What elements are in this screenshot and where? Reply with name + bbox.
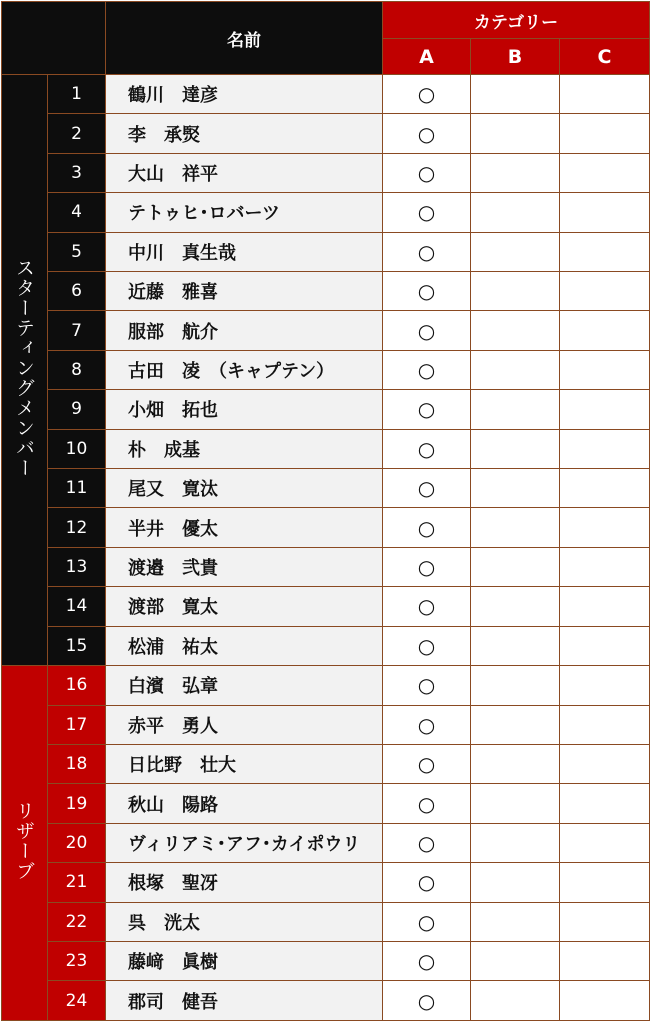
category-a-mark: ○ [383, 902, 471, 941]
player-name: 李 承㷂 [106, 114, 383, 153]
category-a-mark: ○ [383, 823, 471, 862]
player-name: 小畑 拓也 [106, 390, 383, 429]
category-c-mark [560, 823, 650, 862]
category-b-mark [471, 705, 560, 744]
player-row [2, 626, 650, 665]
roster-body [2, 75, 650, 1021]
category-a-mark: ○ [383, 311, 471, 350]
player-number: 7 [48, 311, 106, 350]
player-name: 郡司 健吾 [106, 981, 383, 1021]
category-c-mark [560, 902, 650, 941]
player-name: テトゥヒ･ロバーツ [106, 193, 383, 232]
player-row [2, 311, 650, 350]
player-number: 2 [48, 114, 106, 153]
player-row [2, 469, 650, 508]
player-number: 21 [48, 863, 106, 902]
category-header: カテゴリー [383, 2, 650, 39]
category-b-mark [471, 823, 560, 862]
player-name: 古田 凌 （キャプテン） [106, 350, 383, 389]
player-row [2, 981, 650, 1021]
category-b-mark [471, 429, 560, 468]
player-name: 根塚 聖冴 [106, 863, 383, 902]
category-a-mark: ○ [383, 272, 471, 311]
category-a-mark: ○ [383, 626, 471, 665]
category-b-mark [471, 547, 560, 586]
category-c-mark [560, 75, 650, 114]
category-b-mark [471, 350, 560, 389]
player-number: 14 [48, 587, 106, 626]
roster-table [1, 1, 650, 1021]
header-corner [2, 2, 106, 75]
group-label: リザーブ [13, 801, 35, 882]
player-row [2, 823, 650, 862]
player-number: 17 [48, 705, 106, 744]
category-c-mark [560, 232, 650, 271]
category-b-mark [471, 981, 560, 1021]
category-a-mark: ○ [383, 705, 471, 744]
player-row [2, 272, 650, 311]
player-number: 6 [48, 272, 106, 311]
player-row [2, 350, 650, 389]
player-number: 23 [48, 941, 106, 980]
category-a-mark: ○ [383, 114, 471, 153]
player-row [2, 193, 650, 232]
category-c-mark [560, 666, 650, 705]
player-row [2, 429, 650, 468]
player-name: 鶴川 達彦 [106, 75, 383, 114]
category-a-mark: ○ [383, 390, 471, 429]
category-b-header: B [471, 39, 560, 75]
category-c-mark [560, 272, 650, 311]
player-number: 11 [48, 469, 106, 508]
category-c-mark [560, 626, 650, 665]
category-a-mark: ○ [383, 508, 471, 547]
category-a-mark: ○ [383, 744, 471, 783]
player-row [2, 153, 650, 192]
category-b-mark [471, 587, 560, 626]
category-a-mark: ○ [383, 666, 471, 705]
player-row [2, 705, 650, 744]
player-number: 5 [48, 232, 106, 271]
player-row [2, 547, 650, 586]
category-c-mark [560, 981, 650, 1021]
player-number: 22 [48, 902, 106, 941]
player-number: 10 [48, 429, 106, 468]
category-c-mark [560, 508, 650, 547]
player-number: 18 [48, 744, 106, 783]
category-a-mark: ○ [383, 587, 471, 626]
category-c-mark [560, 114, 650, 153]
player-number: 13 [48, 547, 106, 586]
category-c-mark [560, 153, 650, 192]
player-name: 大山 祥平 [106, 153, 383, 192]
category-b-mark [471, 666, 560, 705]
category-a-mark: ○ [383, 429, 471, 468]
group-starting-members [2, 75, 48, 666]
category-c-mark [560, 193, 650, 232]
player-name: 尾又 寛汰 [106, 469, 383, 508]
category-c-mark [560, 863, 650, 902]
player-number: 24 [48, 981, 106, 1021]
player-name: 藤﨑 眞樹 [106, 941, 383, 980]
player-number: 16 [48, 666, 106, 705]
player-name: 松浦 祐太 [106, 626, 383, 665]
category-b-mark [471, 390, 560, 429]
group-label: スターティングメンバー [13, 258, 35, 479]
player-row [2, 75, 650, 114]
player-row [2, 784, 650, 823]
category-a-mark: ○ [383, 981, 471, 1021]
player-name: 朴 成基 [106, 429, 383, 468]
category-c-mark [560, 350, 650, 389]
category-b-mark [471, 193, 560, 232]
player-row [2, 744, 650, 783]
category-b-mark [471, 784, 560, 823]
player-name: 半井 優太 [106, 508, 383, 547]
player-number: 4 [48, 193, 106, 232]
category-c-header: C [560, 39, 650, 75]
category-c-mark [560, 941, 650, 980]
category-a-mark: ○ [383, 863, 471, 902]
player-row [2, 390, 650, 429]
player-name: 渡部 寛太 [106, 587, 383, 626]
category-c-mark [560, 429, 650, 468]
player-number: 8 [48, 350, 106, 389]
category-a-mark: ○ [383, 75, 471, 114]
player-row [2, 941, 650, 980]
category-b-mark [471, 272, 560, 311]
category-b-mark [471, 469, 560, 508]
category-b-mark [471, 232, 560, 271]
category-b-mark [471, 626, 560, 665]
player-name: 秋山 陽路 [106, 784, 383, 823]
player-number: 20 [48, 823, 106, 862]
category-a-mark: ○ [383, 941, 471, 980]
player-row [2, 508, 650, 547]
category-c-mark [560, 784, 650, 823]
category-c-mark [560, 469, 650, 508]
category-a-mark: ○ [383, 547, 471, 586]
player-row [2, 666, 650, 705]
category-a-mark: ○ [383, 232, 471, 271]
category-a-mark: ○ [383, 784, 471, 823]
category-c-mark [560, 744, 650, 783]
player-name: 赤平 勇人 [106, 705, 383, 744]
category-a-mark: ○ [383, 469, 471, 508]
player-number: 15 [48, 626, 106, 665]
category-b-mark [471, 75, 560, 114]
category-c-mark [560, 390, 650, 429]
category-c-mark [560, 311, 650, 350]
player-name: 白濱 弘章 [106, 666, 383, 705]
player-row [2, 232, 650, 271]
category-b-mark [471, 311, 560, 350]
player-number: 3 [48, 153, 106, 192]
player-number: 1 [48, 75, 106, 114]
player-name: ヴィリアミ･アフ･カイポウリ [106, 823, 383, 862]
name-column-header: 名前 [106, 2, 383, 75]
player-row [2, 587, 650, 626]
category-c-mark [560, 547, 650, 586]
category-a-mark: ○ [383, 193, 471, 232]
player-number: 9 [48, 390, 106, 429]
group-reserve [2, 666, 48, 1021]
player-number: 12 [48, 508, 106, 547]
category-a-mark: ○ [383, 153, 471, 192]
category-b-mark [471, 508, 560, 547]
player-number: 19 [48, 784, 106, 823]
player-row [2, 863, 650, 902]
player-name: 呉 洸太 [106, 902, 383, 941]
player-row [2, 902, 650, 941]
player-row [2, 114, 650, 153]
player-name: 中川 真生哉 [106, 232, 383, 271]
player-name: 服部 航介 [106, 311, 383, 350]
player-name: 近藤 雅喜 [106, 272, 383, 311]
category-a-header: A [383, 39, 471, 75]
category-b-mark [471, 114, 560, 153]
player-name: 渡邉 弐貴 [106, 547, 383, 586]
category-b-mark [471, 744, 560, 783]
category-b-mark [471, 941, 560, 980]
category-b-mark [471, 153, 560, 192]
category-b-mark [471, 863, 560, 902]
category-c-mark [560, 587, 650, 626]
category-a-mark: ○ [383, 350, 471, 389]
category-b-mark [471, 902, 560, 941]
player-name: 日比野 壮大 [106, 744, 383, 783]
category-c-mark [560, 705, 650, 744]
